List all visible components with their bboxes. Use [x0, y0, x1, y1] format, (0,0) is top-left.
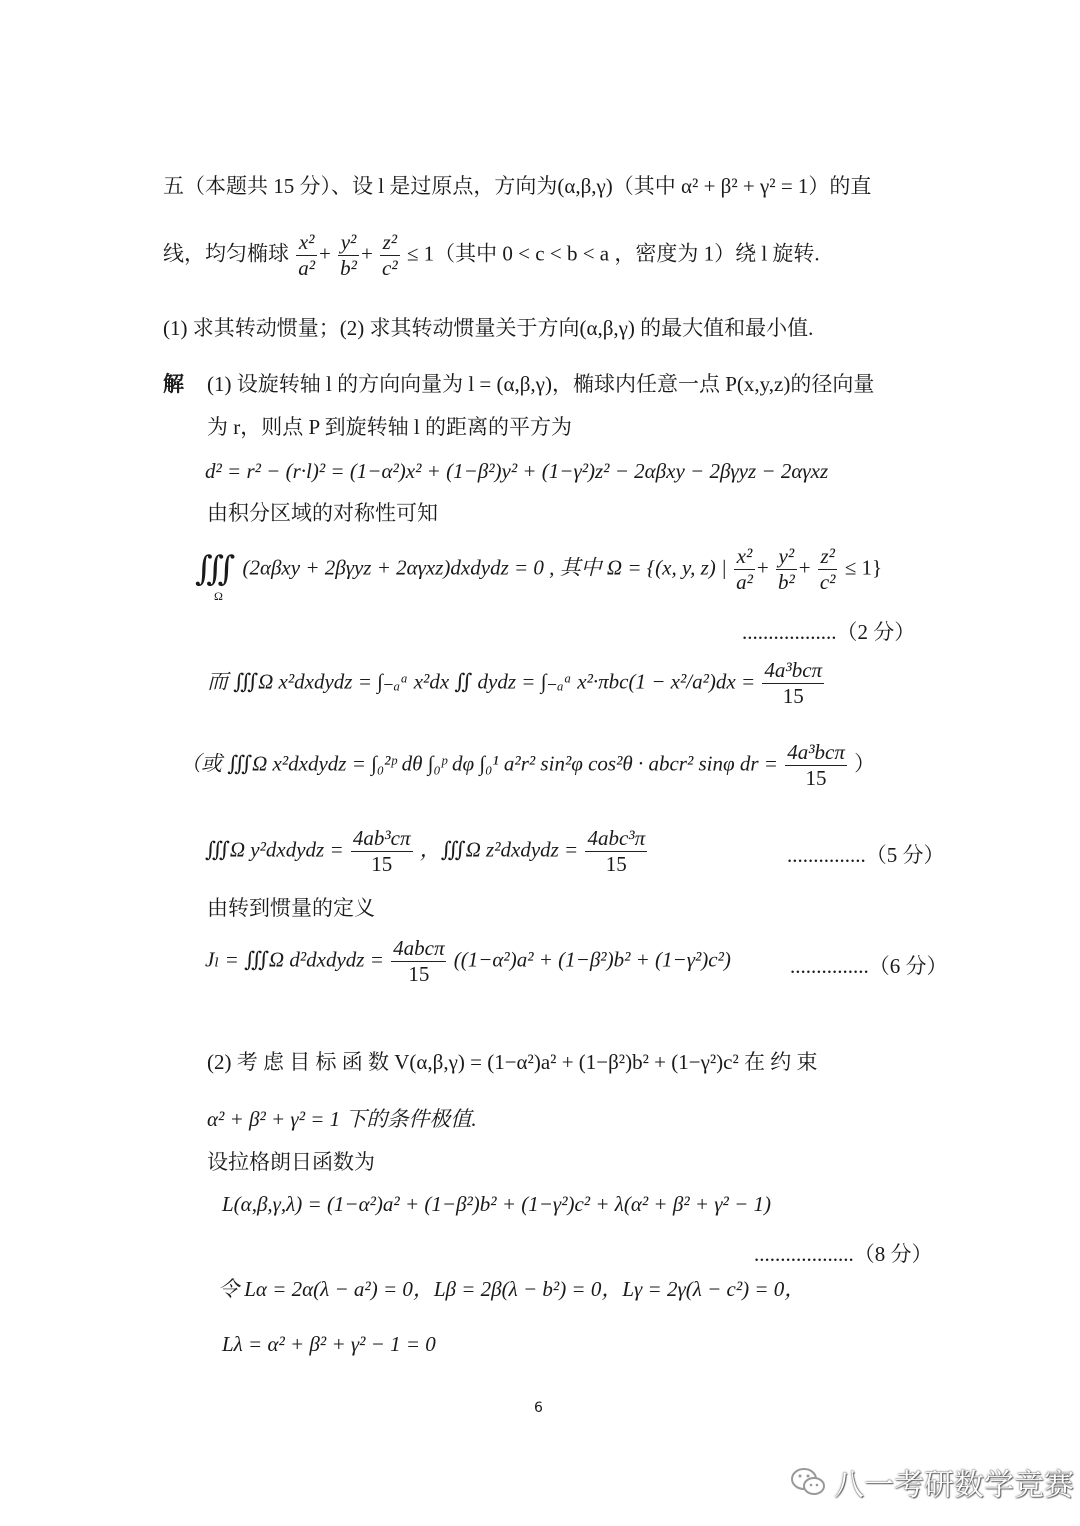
- fraction: [296, 232, 317, 279]
- text: 线，均匀椭球: [163, 241, 289, 266]
- num: z²: [380, 232, 400, 256]
- num: y²: [338, 232, 359, 256]
- num: 4ab³cπ: [352, 826, 411, 850]
- den: 15: [805, 766, 827, 790]
- den: c²: [382, 256, 398, 280]
- page-number: 6: [534, 1400, 543, 1416]
- fraction: [776, 546, 797, 593]
- symmetry-integral: ∭ (2αβxy + 2βγyz + 2αγxz)dxdydz = 0 , 其中 Ω = {(x, y, z) | $\frac{\text{x²}}{\text{a²}}$ + $\frac{\text{y²}}{\text{b²}}$ + $\frac{\text{z²}}{\text{c²}}$ ≤ 1}: [195, 544, 883, 594]
- num: y²: [776, 546, 797, 570]
- formula: ((1−α²)a² + (1−β²)b² + (1−γ²)c²): [453, 947, 731, 972]
- score-5: ...............（5 分）: [787, 843, 945, 867]
- solution-line: 由转到惯量的定义: [207, 896, 375, 920]
- den: c²: [819, 570, 836, 594]
- num: x²: [734, 546, 755, 570]
- part2-line: (2) 考 虑 目 标 函 数 V(α,β,γ) = (1−α²)a² + (1−β²)b² + (1−γ²)c² 在 约 束: [207, 1050, 818, 1074]
- solution-line: 为 r，则点 P 到旋转轴 l 的距离的平方为: [207, 415, 572, 439]
- score-8: ...................（8 分）: [754, 1242, 933, 1266]
- watermark: [790, 1460, 1074, 1504]
- fraction: [338, 232, 359, 279]
- formula: ，∭Ω z²dxdydz =: [419, 837, 579, 862]
- fraction: [785, 742, 847, 789]
- num: 4a³bcπ: [764, 658, 823, 682]
- distance-formula: d² = r² − (r·l)² = (1−α²)x² + (1−β²)y² + (1−γ²)z² − 2αβxy − 2βγyz − 2αγxz: [205, 459, 829, 483]
- text: ）: [854, 751, 876, 776]
- fraction: [734, 546, 755, 593]
- watermark-text: 八一考研数学竞赛: [834, 1468, 1074, 1503]
- den: 15: [371, 852, 393, 876]
- den: 15: [605, 852, 627, 876]
- problem-line-1: 五（本题共 15 分）、设 l 是过原点，方向为(α,β,γ)（其中 α² + β² + γ² = 1）的直: [163, 174, 872, 198]
- fraction: [585, 828, 647, 875]
- wechat-icon: [790, 1466, 826, 1498]
- moment-of-inertia: [205, 938, 731, 985]
- num: 4abc³π: [587, 826, 646, 850]
- den: a²: [298, 256, 316, 280]
- problem-line-2: 线，均匀椭球 $\frac{\text{x²}}{\text{a²}}$ + $\frac{\text{y²}}{\text{b²}}$ + $\frac{\text{z²}}{\text{c²}}$ ≤ 1（其中 0 < c < b < a ，密度为 1）绕 l 旋转.: [163, 230, 820, 280]
- den: a²: [736, 570, 753, 594]
- fraction: [762, 660, 824, 707]
- fraction: [818, 546, 838, 593]
- constraint-derivative: Lλ = α² + β² + γ² − 1 = 0: [222, 1332, 436, 1356]
- formula: ∭Ω y²dxdydz =: [205, 837, 344, 862]
- num: x²: [296, 232, 317, 256]
- formula: 而 ∭Ω x²dxdydz = ∫₋ₐᵃ x²dx ∬ dydz = ∫₋ₐᵃ x²·πbc(1 − x²/a²)dx =: [207, 669, 756, 694]
- solution-line: 由积分区域的对称性可知: [207, 501, 438, 525]
- fraction: [351, 828, 413, 875]
- num: 4abcπ: [393, 936, 445, 960]
- part2-constraint: α² + β² + γ² = 1 下的条件极值.: [207, 1107, 477, 1131]
- num: 4a³bcπ: [787, 740, 845, 764]
- text: ≤ 1（其中 0 < c < b < a ，密度为 1）绕 l 旋转.: [406, 241, 820, 266]
- lagrange-function: L(α,β,γ,λ) = (1−α²)a² + (1−β²)b² + (1−γ²)c² + λ(α² + β² + γ² − 1): [222, 1192, 772, 1216]
- partial-derivatives: 令 Lα = 2α(λ − a²) = 0，Lβ = 2β(λ − b²) = 0，Lγ = 2γ(λ − c²) = 0，: [218, 1277, 806, 1301]
- solution-label: 解: [163, 372, 184, 396]
- x2-spherical-integral: [180, 742, 875, 789]
- den: 15: [408, 962, 430, 986]
- formula: (2αβxy + 2βγyz + 2αγxz)dxdydz = 0 , 其中 Ω = {(x, y, z) |: [242, 555, 727, 580]
- x2-integral: [207, 660, 826, 707]
- formula: Jₗ = ∭Ω d²dxdydz =: [205, 947, 384, 972]
- den: 15: [782, 684, 804, 708]
- solution-line: (1) 设旋转轴 l 的方向向量为 l = (α,β,γ)，椭球内任意一点 P(x,y,z)的径向量: [207, 372, 875, 396]
- num: z²: [818, 546, 838, 570]
- fraction: [380, 232, 400, 279]
- fraction: [391, 938, 446, 985]
- y2-z2-integrals: [205, 828, 649, 875]
- score-6: ...............（6 分）: [790, 954, 948, 978]
- problem-line-3: (1) 求其转动惯量；(2) 求其转动惯量关于方向(α,β,γ) 的最大值和最小值.: [163, 316, 814, 340]
- formula: （或 ∭Ω x²dxdydz = ∫₀²ᵖ dθ ∫₀ᵖ dφ ∫₀¹ a²r² sin²φ cos²θ · abcr² sinφ dr =: [180, 751, 778, 776]
- score-2: ..................（2 分）: [742, 620, 916, 644]
- part2-line: 设拉格朗日函数为: [207, 1150, 375, 1174]
- den: b²: [340, 256, 357, 280]
- triple-integral-sign: ∭: [195, 550, 228, 588]
- formula: ≤ 1}: [844, 555, 883, 580]
- omega-subscript: Ω: [214, 589, 223, 603]
- den: b²: [777, 570, 795, 594]
